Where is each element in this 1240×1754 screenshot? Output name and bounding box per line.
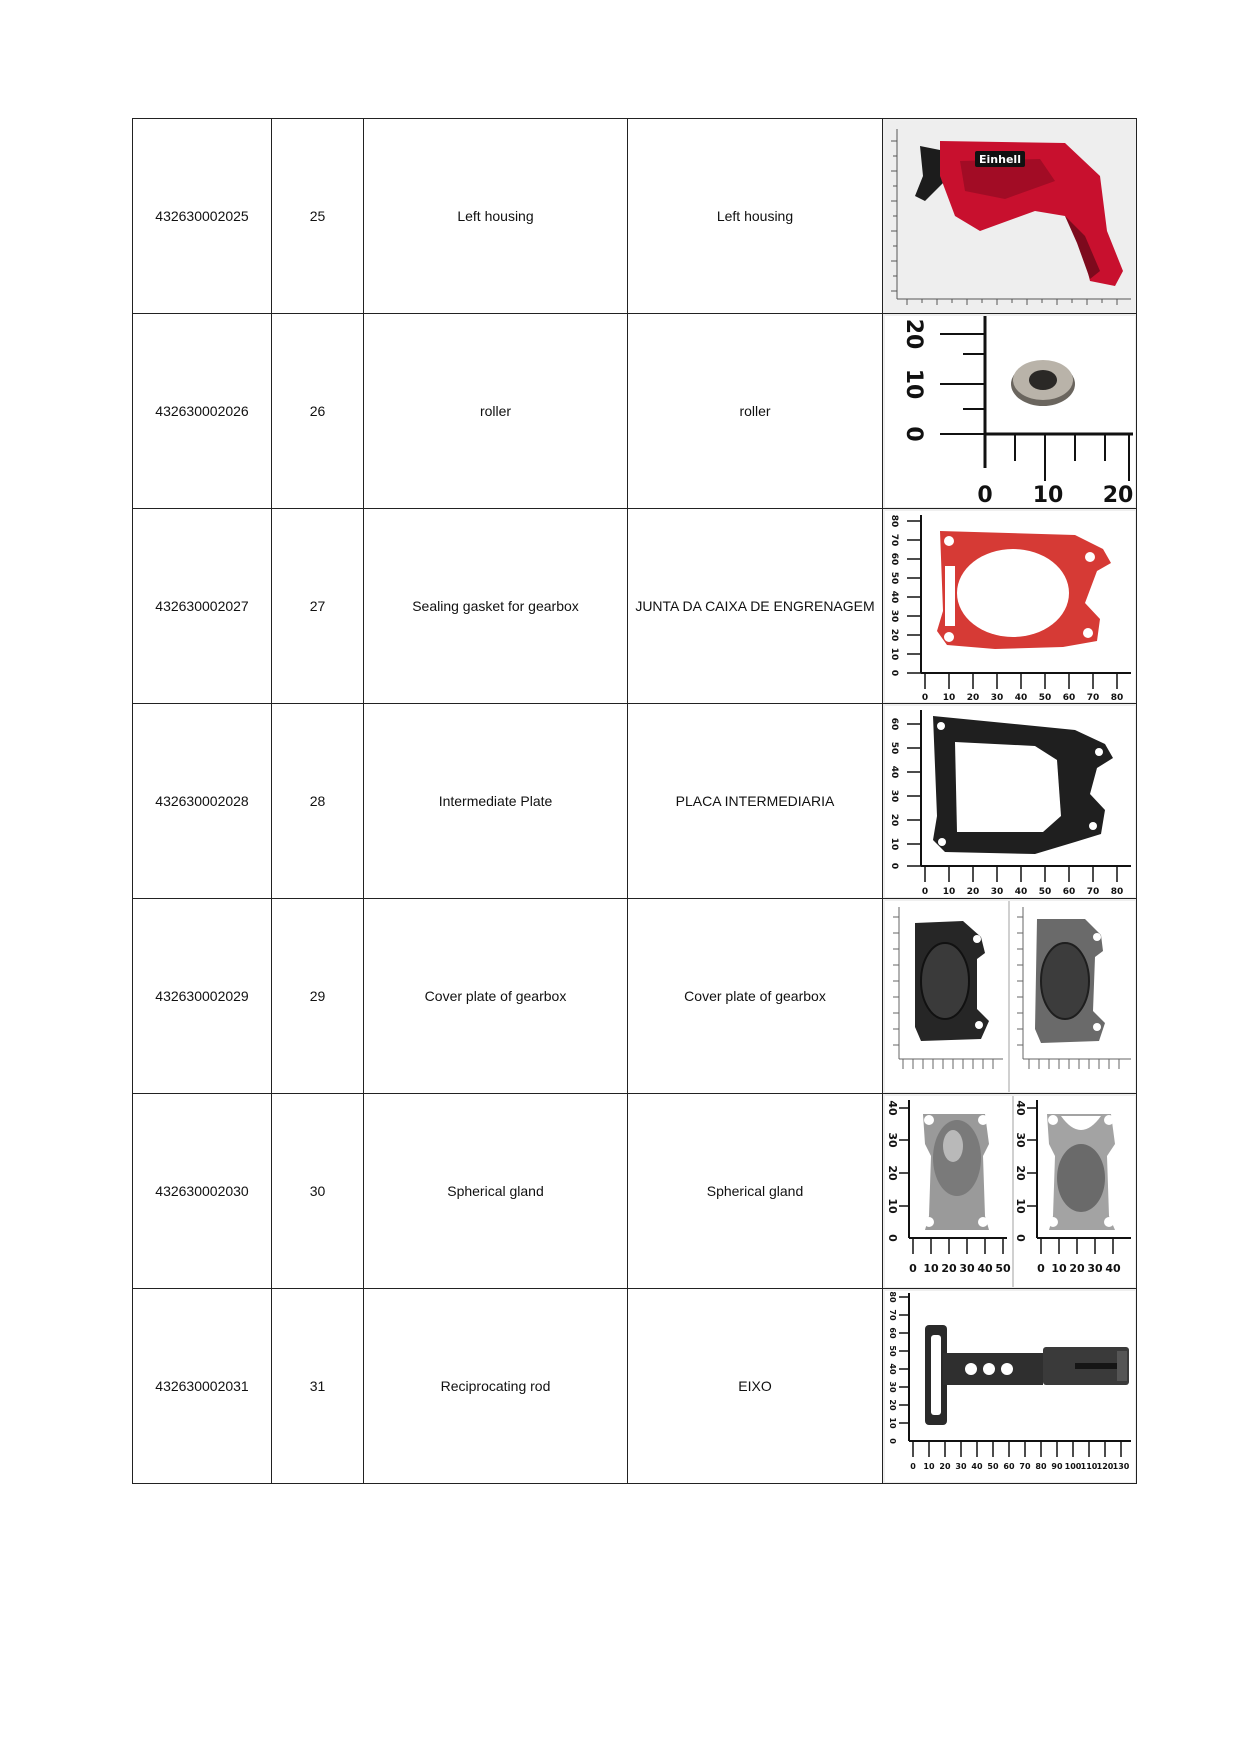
scale-label: 40 [1014, 886, 1027, 897]
scale-label: 30 [990, 886, 1003, 897]
scale-label: 70 [1086, 886, 1099, 897]
scale-label: 60 [1062, 692, 1075, 702]
position-number: 31 [272, 1289, 364, 1484]
scale-label: 0 [887, 1437, 897, 1444]
scale-label: 20 [966, 886, 979, 897]
scale-label: 10 [922, 1261, 939, 1275]
scale-label: 0 [900, 425, 926, 442]
part-name-pt: Cover plate of gearbox [628, 899, 883, 1094]
scale-label: 10 [1032, 482, 1063, 507]
scale-label: 30 [885, 1131, 899, 1148]
scale-label: 0 [888, 862, 899, 869]
table-row [133, 509, 1137, 704]
scale-label: 0 [888, 669, 899, 676]
scale-label: 10 [1050, 1261, 1067, 1275]
table-row [133, 704, 1137, 899]
scale-label: 30 [990, 692, 1003, 702]
intermediate-plate-photo [883, 704, 1137, 899]
position-number: 25 [272, 119, 364, 314]
left-housing-image [885, 121, 1135, 312]
scale-label: 60 [887, 1326, 897, 1339]
scale-label: 110 [1080, 1461, 1097, 1471]
scale-label: 90 [1050, 1461, 1063, 1471]
scale-label: 20 [1068, 1261, 1085, 1275]
scale-label: 60 [1062, 886, 1075, 897]
gearbox-cover-plate-photo [883, 899, 1137, 1094]
scale-label: 50 [1038, 886, 1051, 897]
scale-label: 20 [940, 1261, 957, 1275]
part-number: 432630002029 [133, 899, 272, 1094]
scale-label: 30 [888, 609, 899, 622]
scale-label: 10 [885, 1197, 899, 1214]
left-housing-photo [883, 119, 1137, 314]
scale-label: 20 [885, 1164, 899, 1181]
scale-label: 80 [887, 1290, 897, 1303]
scale-label: 70 [1018, 1461, 1031, 1471]
part-number: 432630002028 [133, 704, 272, 899]
position-number: 30 [272, 1094, 364, 1289]
scale-label: 50 [994, 1261, 1011, 1275]
position-number: 29 [272, 899, 364, 1094]
scale-label: 50 [888, 741, 899, 754]
part-name-en: roller [364, 314, 628, 509]
scale-label: 10 [1013, 1197, 1027, 1214]
position-number: 26 [272, 314, 364, 509]
part-name-pt: PLACA INTERMEDIARIA [628, 704, 883, 899]
scale-label: 30 [954, 1461, 967, 1471]
scale-label: 20 [888, 628, 899, 641]
scale-label: 30 [1086, 1261, 1103, 1275]
scale-label: 20 [938, 1461, 951, 1471]
part-name-pt: Spherical gland [628, 1094, 883, 1289]
scale-label: 80 [888, 514, 899, 527]
scale-label: 50 [986, 1461, 999, 1471]
scale-label: 70 [888, 533, 899, 546]
scale-label: 20 [900, 318, 926, 349]
part-name-en: Sealing gasket for gearbox [364, 509, 628, 704]
scale-label: 10 [888, 647, 899, 660]
scale-label: 0 [1013, 1233, 1027, 1242]
part-name-en: Spherical gland [364, 1094, 628, 1289]
scale-label: 70 [1086, 692, 1099, 702]
part-name-pt: roller [628, 314, 883, 509]
scale-label: 30 [958, 1261, 975, 1275]
part-name-en: Intermediate Plate [364, 704, 628, 899]
scale-label: 20 [1013, 1164, 1027, 1181]
scale-label: 40 [1014, 692, 1027, 702]
scale-label: 0 [885, 1233, 899, 1242]
table-row [133, 1289, 1137, 1484]
roller-bearing-photo [883, 314, 1137, 509]
scale-label: 50 [1038, 692, 1051, 702]
scale-label: 30 [888, 789, 899, 802]
table-row [133, 119, 1137, 314]
scale-label: 50 [887, 1344, 897, 1357]
part-name-pt: JUNTA DA CAIXA DE ENGRENAGEM [628, 509, 883, 704]
scale-label: 0 [976, 482, 993, 507]
scale-label: 40 [1104, 1261, 1121, 1275]
scale-label: 20 [966, 692, 979, 702]
table-row [133, 314, 1137, 509]
scale-label: 10 [887, 1416, 897, 1429]
scale-label: 70 [887, 1308, 897, 1321]
part-name-en: Cover plate of gearbox [364, 899, 628, 1094]
scale-label: 10 [922, 1461, 935, 1471]
reciprocating-rod-photo [883, 1289, 1137, 1484]
scale-label: 40 [970, 1461, 983, 1471]
scale-label: 60 [888, 717, 899, 730]
scale-label: 0 [908, 1261, 917, 1275]
scale-label: 0 [921, 692, 928, 702]
spherical-gland-image [885, 1096, 1135, 1287]
reciprocating-rod-image [885, 1291, 1135, 1482]
scale-label: 40 [976, 1261, 993, 1275]
scale-label: 10 [942, 886, 955, 897]
intermediate-plate-image [885, 706, 1135, 897]
scale-label: 10 [888, 837, 899, 850]
scale-label: 40 [887, 1362, 897, 1375]
part-number: 432630002030 [133, 1094, 272, 1289]
scale-label: 0 [921, 886, 928, 897]
part-name-pt: EIXO [628, 1289, 883, 1484]
parts-table [132, 118, 1137, 1484]
scale-label: 20 [888, 813, 899, 826]
scale-label: 30 [887, 1380, 897, 1393]
part-number: 432630002031 [133, 1289, 272, 1484]
scale-label: 10 [942, 692, 955, 702]
scale-label: 20 [887, 1398, 897, 1411]
gearbox-gasket-photo [883, 509, 1137, 704]
scale-label: 40 [1013, 1099, 1027, 1116]
gasket-image [885, 511, 1135, 702]
part-number: 432630002026 [133, 314, 272, 509]
part-name-en: Reciprocating rod [364, 1289, 628, 1484]
scale-label: 10 [900, 368, 926, 399]
part-name-pt: Left housing [628, 119, 883, 314]
scale-label: 20 [1102, 482, 1133, 507]
scale-label: 60 [888, 552, 899, 565]
position-number: 27 [272, 509, 364, 704]
part-number: 432630002025 [133, 119, 272, 314]
scale-label: 40 [888, 765, 899, 778]
scale-label: 0 [1036, 1261, 1045, 1275]
scale-label: 50 [888, 571, 899, 584]
position-number: 28 [272, 704, 364, 899]
spherical-gland-photo [883, 1094, 1137, 1289]
scale-label: 60 [1002, 1461, 1015, 1471]
scale-label: 80 [1034, 1461, 1047, 1471]
cover-plate-image [885, 901, 1135, 1092]
brand-logo: Einhell [978, 152, 1021, 166]
part-name-en: Left housing [364, 119, 628, 314]
scale-label: 40 [885, 1099, 899, 1116]
table-row [133, 899, 1137, 1094]
part-number: 432630002027 [133, 509, 272, 704]
table-row [133, 1094, 1137, 1289]
scale-label: 30 [1013, 1131, 1027, 1148]
scale-label: 0 [909, 1461, 916, 1471]
scale-label: 120 [1096, 1461, 1113, 1471]
scale-label: 100 [1064, 1461, 1081, 1471]
scale-label: 40 [888, 590, 899, 603]
scale-label: 130 [1112, 1461, 1129, 1471]
scale-label: 80 [1110, 886, 1123, 897]
scale-label: 80 [1110, 692, 1123, 702]
roller-image [885, 316, 1135, 507]
